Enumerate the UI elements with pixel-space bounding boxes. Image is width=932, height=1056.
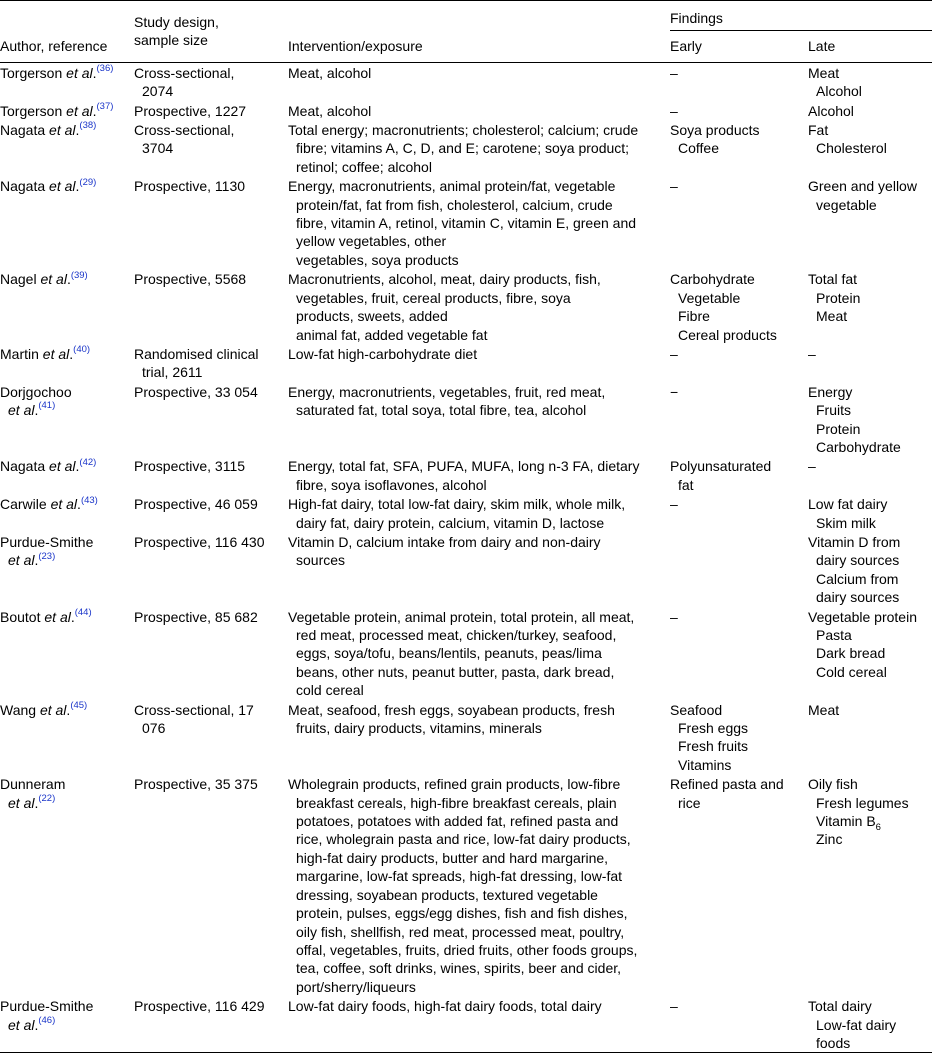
author-line: Nagata et al.$^{(29)}$: [0, 176, 97, 195]
author-cell: [0, 494, 134, 532]
early-line: Coffee: [678, 140, 719, 157]
design-cell: [134, 344, 288, 382]
intervention-line: animal fat, added vegetable fat: [296, 326, 488, 343]
early-line: –: [670, 64, 678, 81]
early-line: Polyunsaturated: [670, 458, 772, 475]
late-line: Meat: [808, 701, 840, 718]
reference-link[interactable]: (22): [38, 793, 56, 804]
intervention-cell: [288, 607, 670, 700]
intervention-cell: [288, 344, 670, 382]
early-line: –: [670, 496, 678, 513]
early-header: Early: [670, 31, 808, 62]
intervention-line: fibre, soya isoflavones, alcohol: [296, 476, 487, 493]
design-cell: [134, 774, 288, 996]
late-line: Cold cereal: [816, 663, 887, 680]
et-al-text: et al: [66, 102, 93, 119]
design-cell: [134, 101, 288, 120]
early-line: Vegetable: [678, 289, 741, 306]
early-line: Soya products: [670, 122, 760, 139]
late-line: –: [808, 458, 816, 475]
late-line: Skim milk: [816, 514, 876, 531]
design-cell: [134, 700, 288, 775]
design-line: 2074: [142, 83, 174, 100]
late-line: Low-fat dairy: [816, 1016, 897, 1033]
author-line: Purdue-Smithe: [0, 998, 94, 1015]
author-cell: [0, 382, 134, 457]
late-line: –: [808, 345, 816, 362]
design-cell: [134, 494, 288, 532]
early-line: –: [670, 608, 678, 625]
table-row: [0, 62, 932, 100]
author-cell: [0, 532, 134, 607]
intervention-line: protein, pulses, eggs/egg dishes, fish and fish dishes,: [296, 905, 628, 922]
design-line: Prospective, 85 682: [134, 608, 258, 625]
intervention-line: eggs, soya/tofu, beans/lentils, peanuts, peas/lima: [296, 645, 602, 662]
late-line: Vitamin $B_6$: [816, 813, 881, 833]
late-cell: [808, 120, 932, 176]
late-line: Carbohydrate: [816, 438, 901, 455]
early-cell: [670, 382, 808, 457]
author-cell: [0, 62, 134, 100]
intervention-cell: [288, 700, 670, 775]
early-line: Refined pasta and: [670, 776, 784, 793]
et-al-text: et al: [42, 345, 70, 362]
intervention-line: sources: [296, 552, 346, 569]
intervention-line: Energy, total fat, SFA, PUFA, MUFA, long n-3 FA, dietary: [288, 458, 640, 475]
intervention-line: protein/fat, fat from fish, cholesterol, calcium, crude: [296, 196, 613, 213]
intervention-line: dairy fat, dairy protein, calcium, vitamin D, lactose: [296, 514, 605, 531]
author-line: Dunneram: [0, 776, 66, 793]
design-line: Prospective, 1227: [134, 102, 247, 119]
late-line: Alcohol: [808, 102, 854, 119]
late-line: Total dairy: [808, 998, 872, 1015]
early-cell: [670, 269, 808, 344]
author-line: Nagata et al.$^{(42)}$: [0, 456, 97, 475]
intervention-line: vegetables, fruit, cereal products, fibre, soya: [296, 289, 571, 306]
intervention-line: dressing, soyabean products, textured vegetable: [296, 886, 598, 903]
intervention-line: products, sweets, added: [296, 308, 448, 325]
late-cell: [808, 62, 932, 100]
design-cell: [134, 607, 288, 700]
late-cell: [808, 996, 932, 1053]
design-line: Cross-sectional, 17: [134, 701, 254, 718]
intervention-line: high-fat dairy products, butter and hard margarine,: [296, 849, 609, 866]
late-line: Alcohol: [816, 83, 862, 100]
intervention-line: fruits, dairy products, vitamins, minerals: [296, 720, 542, 737]
intervention-line: Vegetable protein, animal protein, total protein, all meat,: [288, 608, 635, 625]
header-row-bottom: [0, 31, 932, 62]
intervention-line: saturated fat, total soya, total fibre, tea, alcohol: [296, 402, 587, 419]
early-cell: [670, 996, 808, 1053]
early-cell: [670, 774, 808, 996]
late-line: Oily fish: [808, 776, 858, 793]
early-line: –: [670, 345, 678, 362]
table-row: [0, 382, 932, 457]
intervention-line: Total energy; macronutrients; cholesterol; calcium; crude: [288, 122, 639, 139]
design-line: 076: [142, 720, 166, 737]
intervention-cell: [288, 532, 670, 607]
late-line: Low fat dairy: [808, 496, 888, 513]
late-header: Late: [808, 31, 932, 62]
early-cell: [670, 607, 808, 700]
late-cell: [808, 382, 932, 457]
late-line: dairy sources: [816, 552, 900, 569]
table-row: [0, 607, 932, 700]
author-line: Dorjgochoo: [0, 383, 72, 400]
late-line: Zinc: [816, 831, 843, 848]
intervention-header: Intervention/exposure: [288, 31, 670, 62]
design-cell: [134, 62, 288, 100]
et-al-text: et al: [50, 496, 78, 513]
late-line: Dark bread: [816, 645, 886, 662]
late-cell: [808, 456, 932, 494]
late-line: vegetable: [816, 196, 877, 213]
table-row: [0, 532, 932, 607]
author-cell: [0, 176, 134, 269]
author-cell: [0, 120, 134, 176]
design-header: Study design, sample size: [134, 31, 288, 62]
intervention-cell: [288, 382, 670, 457]
late-line: Protein: [816, 289, 861, 306]
design-line: Prospective, 35 375: [134, 776, 258, 793]
intervention-line: Wholegrain products, refined grain products, low-fibre: [288, 776, 621, 793]
intervention-cell: [288, 269, 670, 344]
intervention-line: vegetables, soya products: [296, 251, 459, 268]
author-line: Nagel et al.$^{(39)}$: [0, 269, 88, 288]
design-line: Cross-sectional,: [134, 64, 235, 81]
early-cell: [670, 120, 808, 176]
table-row: [0, 996, 932, 1053]
author-line: Carwile et al.$^{(43)}$: [0, 494, 98, 513]
et-al-text: et al: [49, 178, 76, 195]
et-al-text: et al: [8, 1016, 35, 1033]
et-al-text: et al: [40, 271, 67, 288]
intervention-line: Meat, seafood, fresh eggs, soyabean products, fresh: [288, 701, 615, 718]
design-cell: [134, 532, 288, 607]
late-line: Fruits: [816, 402, 851, 419]
intervention-line: port/sherry/liqueurs: [296, 978, 416, 995]
intervention-line: retinol; coffee; alcohol: [296, 158, 432, 175]
table-body: [0, 62, 932, 1053]
reference-link[interactable]: (43): [80, 494, 98, 506]
et-al-text: et al: [49, 458, 76, 475]
design-cell: [134, 456, 288, 494]
late-line: Fat: [808, 122, 829, 139]
late-line: Meat: [808, 64, 840, 81]
early-line: Vitamins: [678, 756, 732, 773]
intervention-line: fibre, vitamin A, retinol, vitamin C, vitamin E, green and: [296, 215, 637, 232]
early-line: –: [670, 998, 678, 1015]
et-al-text: et al: [8, 402, 35, 419]
author-cell: [0, 996, 134, 1053]
reference-link[interactable]: (44): [74, 606, 92, 618]
late-cell: [808, 532, 932, 607]
intervention-cell: [288, 101, 670, 120]
intervention-cell: [288, 996, 670, 1053]
design-line: Randomised clinical: [134, 345, 259, 362]
table-row: [0, 700, 932, 775]
table-row: [0, 344, 932, 382]
late-cell: [808, 269, 932, 344]
et-al-text: et al: [66, 64, 93, 81]
reference-link[interactable]: (45): [70, 699, 88, 711]
author-line: Nagata et al.$^{(38)}$: [0, 120, 97, 139]
intervention-line: fibre; vitamins A, C, D, and E; carotene; soya product;: [296, 140, 630, 157]
intervention-line: Low-fat high-carbohydrate diet: [288, 345, 478, 362]
design-line: Prospective, 5568: [134, 271, 247, 288]
author-line: et al.$^{(22)}$: [8, 793, 56, 811]
intervention-line: cold cereal: [296, 682, 364, 699]
late-cell: [808, 700, 932, 775]
design-cell: [134, 269, 288, 344]
subscript: 6: [875, 821, 881, 833]
author-cell: [0, 774, 134, 996]
intervention-line: oily fish, shellfish, red meat, processed meat, poultry,: [296, 923, 625, 940]
intervention-line: Energy, macronutrients, animal protein/fat, vegetable: [288, 178, 616, 195]
early-line: Cereal products: [678, 326, 777, 343]
intervention-line: rice, wholegrain pasta and rice, low-fat dairy products,: [296, 831, 631, 848]
reference-link[interactable]: (36): [96, 63, 114, 75]
intervention-line: margarine, low-fat spreads, high-fat dressing, low-fat: [296, 868, 623, 885]
author-line: Torgerson et al.$^{(37)}$: [0, 100, 114, 119]
intervention-line: Vitamin D, calcium intake from dairy and non-dairy: [288, 533, 601, 550]
late-line: Meat: [816, 308, 848, 325]
et-al-text: et al: [44, 608, 71, 625]
late-line: Protein: [816, 420, 861, 437]
author-line: Boutot et al.$^{(44)}$: [0, 606, 92, 625]
reference-link[interactable]: (40): [73, 344, 91, 356]
table-row: [0, 120, 932, 176]
design-line: Prospective, 33 054: [134, 383, 258, 400]
reference-link[interactable]: (29): [79, 176, 97, 188]
reference-link[interactable]: (46): [38, 1014, 56, 1026]
intervention-line: potatoes, potatoes with added fat, refined pasta and: [296, 813, 619, 830]
intervention-line: Energy, macronutrients, vegetables, fruit, red meat,: [288, 383, 606, 400]
late-cell: [808, 494, 932, 532]
late-line: Cholesterol: [816, 140, 887, 157]
table-row: [0, 456, 932, 494]
intervention-line: breakfast cereals, high-fibre breakfast cereals, plain: [296, 794, 617, 811]
design-cell: [134, 120, 288, 176]
author-line: Purdue-Smithe: [0, 533, 94, 550]
late-line: Fresh legumes: [816, 794, 909, 811]
author-cell: [0, 269, 134, 344]
early-cell: [670, 344, 808, 382]
design-line: Prospective, 1130: [134, 178, 246, 195]
intervention-cell: [288, 774, 670, 996]
intervention-line: tea, coffee, soft drinks, wines, spirits, beer and cider,: [296, 960, 622, 977]
author-cell: [0, 101, 134, 120]
intervention-line: red meat, processed meat, chicken/turkey, seafood,: [296, 627, 617, 643]
late-line: Vitamin D from: [808, 533, 901, 550]
et-al-text: et al: [39, 701, 67, 718]
findings-header: Findings: [670, 1, 932, 31]
intervention-cell: [288, 176, 670, 269]
et-al-text: et al: [8, 794, 35, 811]
early-line: Seafood: [670, 701, 723, 718]
design-line: Prospective, 116 430: [134, 533, 265, 550]
design-line: trial, 2611: [142, 364, 203, 381]
early-cell: [670, 62, 808, 100]
late-line: Energy: [808, 383, 853, 400]
late-line: Calcium from: [816, 570, 899, 587]
intervention-line: Low-fat dairy foods, high-fat dairy foods, total dairy: [288, 998, 602, 1015]
intervention-cell: [288, 456, 670, 494]
design-cell: [134, 382, 288, 457]
late-line: dairy sources: [816, 589, 900, 606]
late-line: Green and yellow: [808, 178, 917, 195]
reference-link[interactable]: (39): [70, 269, 88, 281]
late-line: Vegetable protein: [808, 608, 917, 625]
design-line: 3704: [142, 140, 174, 157]
author-cell: [0, 456, 134, 494]
intervention-line: offal, vegetables, fruits, dried fruits, other foods groups,: [296, 941, 638, 958]
intervention-line: Macronutrients, alcohol, meat, dairy products, fish,: [288, 271, 601, 288]
author-cell: [0, 607, 134, 700]
late-cell: [808, 176, 932, 269]
intervention-line: High-fat dairy, total low-fat dairy, skim milk, whole milk,: [288, 496, 626, 513]
design-line: Prospective, 46 059: [134, 496, 258, 513]
design-cell: [134, 176, 288, 269]
reference-link[interactable]: (42): [79, 456, 97, 468]
table-row: [0, 269, 932, 344]
author-line: et al.$^{(23)}$: [8, 550, 56, 569]
early-cell: [670, 700, 808, 775]
author-line: Torgerson et al.$^{(36)}$: [0, 63, 114, 81]
early-cell: [670, 456, 808, 494]
author-line: Martin et al.$^{(40)}$: [0, 344, 91, 362]
table-row: [0, 101, 932, 120]
design-line: Prospective, 116 429: [134, 998, 265, 1015]
reference-link[interactable]: (38): [79, 120, 97, 132]
author-line: et al.$^{(41)}$: [8, 400, 56, 419]
late-line: Total fat: [808, 271, 858, 288]
early-cell: [670, 532, 808, 607]
early-line: Carbohydrate: [670, 271, 755, 288]
table-row: [0, 774, 932, 996]
intervention-line: Meat, alcohol: [288, 102, 372, 119]
early-line: Fresh fruits: [678, 738, 749, 755]
design-line: Prospective, 3115: [134, 458, 246, 475]
early-line: –: [670, 178, 678, 195]
early-cell: [670, 176, 808, 269]
author-line: Wang et al.$^{(45)}$: [0, 699, 88, 718]
reference-link[interactable]: (41): [38, 400, 56, 412]
design-cell: [134, 996, 288, 1053]
early-line: fat: [678, 476, 694, 493]
early-line: Fresh eggs: [678, 720, 749, 737]
bottom-rule: [0, 1053, 932, 1054]
author-line: et al.$^{(46)}$: [8, 1014, 56, 1033]
late-line: Pasta: [816, 627, 852, 643]
reference-link[interactable]: (23): [38, 550, 56, 562]
late-cell: [808, 607, 932, 700]
early-line: –: [670, 102, 678, 119]
late-cell: [808, 344, 932, 382]
early-line: rice: [678, 794, 701, 811]
intervention-cell: [288, 494, 670, 532]
reference-link[interactable]: (37): [96, 100, 114, 112]
et-al-text: et al: [8, 552, 35, 569]
table-row: [0, 494, 932, 532]
early-line: −: [670, 383, 679, 400]
author-header: Author, reference: [0, 31, 134, 62]
intervention-cell: [288, 120, 670, 176]
author-cell: [0, 700, 134, 775]
table-row: [0, 176, 932, 269]
late-cell: [808, 101, 932, 120]
early-cell: [670, 494, 808, 532]
intervention-line: yellow vegetables, other: [296, 233, 447, 250]
intervention-cell: [288, 62, 670, 100]
late-line: foods: [816, 1034, 851, 1051]
late-cell: [808, 774, 932, 996]
author-cell: [0, 344, 134, 382]
intervention-line: Meat, alcohol: [288, 64, 372, 81]
early-cell: [670, 101, 808, 120]
intervention-line: beans, other nuts, peanut butter, pasta, dark bread,: [296, 663, 615, 680]
early-line: Fibre: [678, 308, 710, 325]
et-al-text: et al: [49, 122, 76, 139]
design-line: Cross-sectional,: [134, 122, 235, 139]
